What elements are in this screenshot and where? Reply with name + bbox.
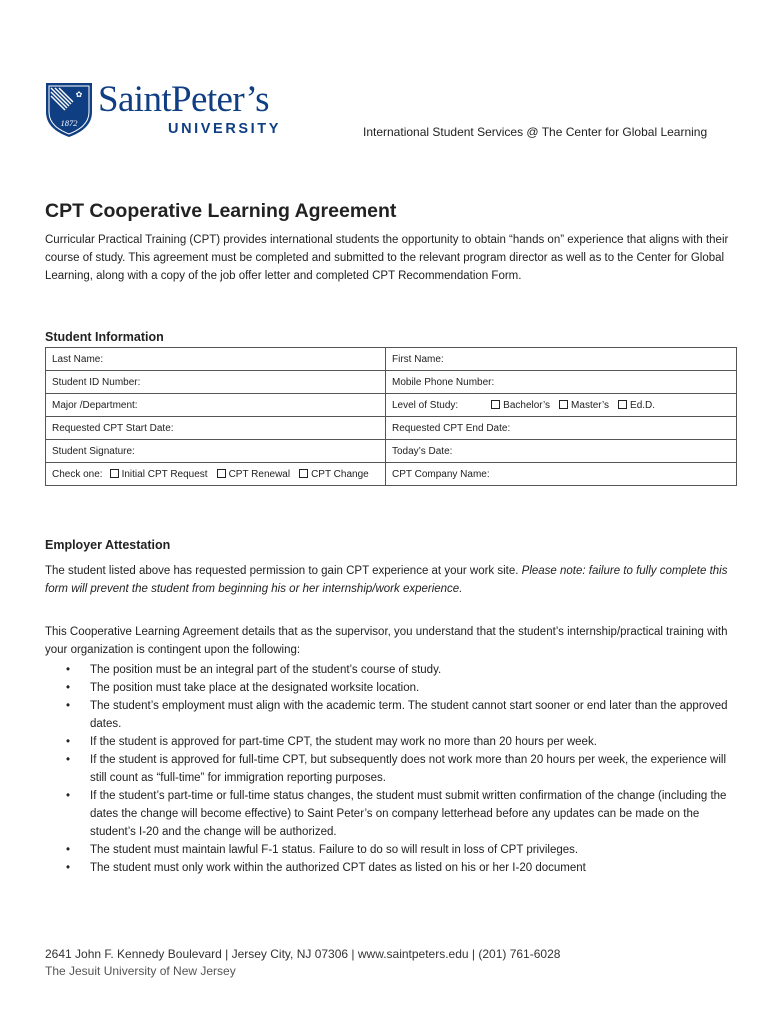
last-name-field[interactable]: Last Name: — [46, 348, 386, 371]
footer-subtitle: The Jesuit University of New Jersey — [45, 964, 236, 978]
employer-attestation-heading: Employer Attestation — [45, 538, 171, 552]
list-item — [45, 841, 735, 859]
attestation-note: Please note: failure to fully complete this form will prevent the student from beginning his or her internship/work experience. — [45, 565, 728, 595]
header-tagline: International Student Services @ The Center for Global Learning — [363, 125, 708, 139]
initial-request-checkbox[interactable] — [110, 469, 119, 478]
student-id-field[interactable]: Student ID Number: — [46, 371, 386, 394]
university-shield-logo — [45, 82, 93, 138]
edd-checkbox[interactable] — [618, 400, 627, 409]
check-one-field — [46, 463, 386, 486]
conditions-list — [45, 661, 735, 877]
table-row — [46, 463, 737, 486]
change-label: CPT Change — [311, 468, 369, 480]
first-name-field[interactable]: First Name: — [386, 348, 737, 371]
masters-label: Master’s — [571, 399, 610, 411]
shield-icon — [45, 82, 93, 138]
attestation-paragraph — [45, 562, 735, 598]
logo-university-label: UNIVERSITY — [168, 121, 282, 137]
list-item-text: The student’s employment must align with the academic term. The student cannot start sooner or end later than the approved dates. — [90, 700, 728, 730]
company-name-field[interactable]: CPT Company Name: — [386, 463, 737, 486]
mobile-phone-field[interactable]: Mobile Phone Number: — [386, 371, 737, 394]
student-signature-field[interactable]: Student Signature: — [46, 440, 386, 463]
bullet-icon: • — [66, 790, 71, 802]
list-item-text: The student must maintain lawful F-1 status. Failure to do so will result in loss of CPT privileges. — [90, 844, 579, 856]
table-row — [46, 417, 737, 440]
bullet-icon: • — [66, 862, 71, 874]
level-of-study-label: Level of Study: — [392, 399, 459, 411]
list-item — [45, 661, 735, 679]
list-item — [45, 859, 735, 877]
bullet-icon: • — [66, 844, 71, 856]
list-item — [45, 697, 735, 733]
list-item-text: The position must be an integral part of the student’s course of study. — [90, 664, 442, 676]
logo-wordmark: SaintPeter’s — [98, 79, 269, 120]
student-info-table — [45, 347, 737, 486]
bullet-icon: • — [66, 700, 71, 712]
agreement-intro-paragraph: This Cooperative Learning Agreement details that as the supervisor, you understand that the student’s internship/practical training with your organization is contingent upon the following: — [45, 626, 728, 656]
list-item-text: The student must only work within the authorized CPT dates as listed on his or her I-20 document — [90, 862, 586, 874]
initial-request-label: Initial CPT Request — [121, 468, 208, 480]
student-info-heading: Student Information — [45, 330, 164, 344]
table-row — [46, 348, 737, 371]
todays-date-field[interactable]: Today’s Date: — [386, 440, 737, 463]
bachelors-label: Bachelor’s — [503, 399, 551, 411]
intro-paragraph: Curricular Practical Training (CPT) provides international students the opportunity to obtain “hands on” experience that aligns with their course of study. This agreement must be completed and submitted to the relevant program director as well as to the Center for Global Learning, along with a copy of the job offer letter and completed CPT Recommendation Form. — [45, 234, 729, 282]
masters-checkbox[interactable] — [559, 400, 568, 409]
renewal-checkbox[interactable] — [217, 469, 226, 478]
svg-text:✿: ✿ — [75, 90, 83, 99]
renewal-label: CPT Renewal — [228, 468, 291, 480]
end-date-field[interactable]: Requested CPT End Date: — [386, 417, 737, 440]
check-one-label: Check one: — [52, 468, 103, 480]
bullet-icon: • — [66, 682, 71, 694]
attestation-text: The student listed above has requested permission to gain CPT experience at your work site. — [45, 565, 522, 577]
list-item — [45, 733, 735, 751]
list-item-text: If the student is approved for full-time CPT, but subsequently does not work more than 20 hours per week, the experience will still count as “full-time” for immigration reporting purposes. — [90, 754, 727, 784]
bullet-icon: • — [66, 736, 71, 748]
list-item — [45, 787, 735, 841]
table-row — [46, 440, 737, 463]
list-item-text: If the student’s part-time or full-time status changes, the student must submit written confirmation of the change (including the dates the change will become effective) to Saint Peter’s on company letterhead before any updates can be made on the student’s I-20 and the change will be authorized. — [90, 790, 727, 838]
list-item-text: If the student is approved for part-time CPT, the student may work no more than 20 hours per week. — [90, 736, 597, 748]
logo-year: 1872 — [60, 118, 78, 128]
table-row — [46, 371, 737, 394]
page-title: CPT Cooperative Learning Agreement — [45, 200, 397, 222]
footer-address: 2641 John F. Kennedy Boulevard | Jersey City, NJ 07306 | www.saintpeters.edu | (201) 761-6028 — [45, 947, 561, 961]
list-item — [45, 751, 735, 787]
start-date-field[interactable]: Requested CPT Start Date: — [46, 417, 386, 440]
table-row — [46, 394, 737, 417]
level-of-study-field — [386, 394, 737, 417]
major-field[interactable]: Major /Department: — [46, 394, 386, 417]
bullet-icon: • — [66, 754, 71, 766]
edd-label: Ed.D. — [630, 399, 656, 411]
list-item-text: The position must take place at the designated worksite location. — [90, 682, 420, 694]
list-item — [45, 679, 735, 697]
bullet-icon: • — [66, 664, 71, 676]
change-checkbox[interactable] — [299, 469, 308, 478]
bachelors-checkbox[interactable] — [491, 400, 500, 409]
